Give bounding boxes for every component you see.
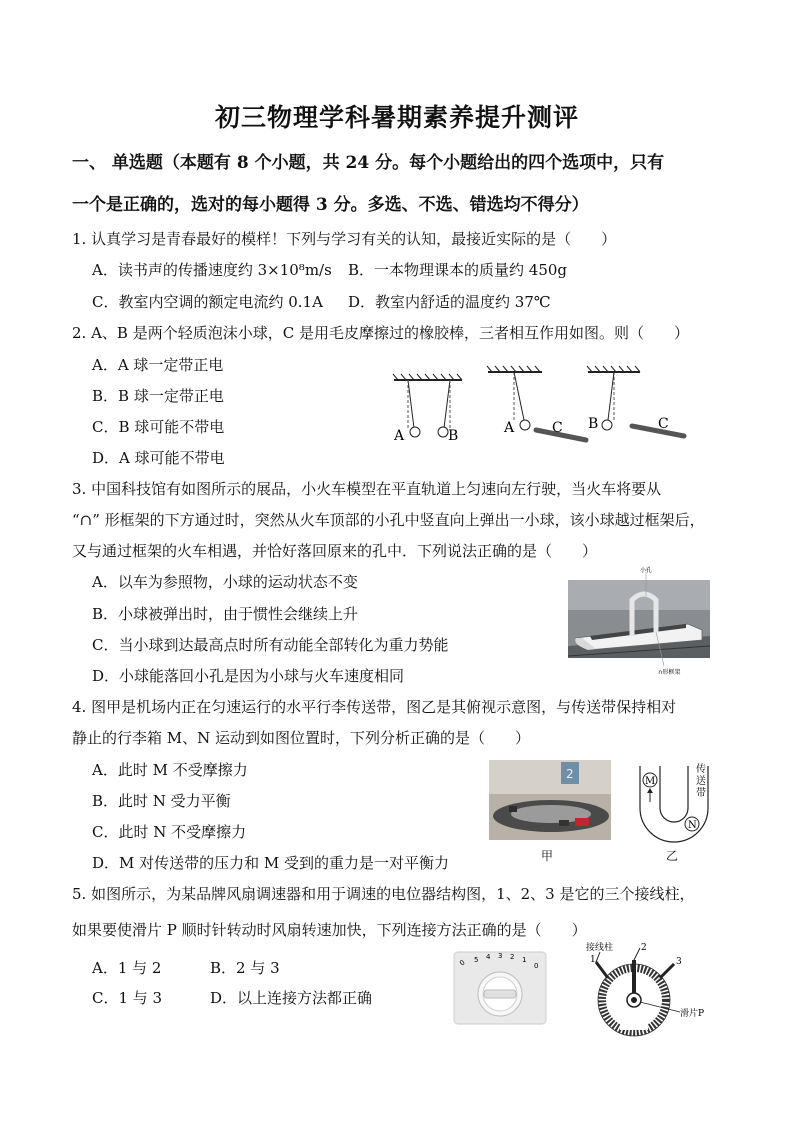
q3-stem-line2: “∩” 形框架的下方通过时，突然从火车顶部的小孔中竖直向上弹出一小球，该小球越过框架后， — [72, 511, 705, 529]
q3-option-d: D．小球能落回小孔是因为小球与火车速度相同 — [92, 667, 405, 685]
q2-option-d: D．A 球可能不带电 — [92, 449, 225, 467]
q1-option-a: A．读书声的传播速度约 3×10⁸m/s — [92, 261, 332, 279]
q3-stem-line3: 又与通过框架的火车相遇，并恰好落回原来的孔中．下列说法正确的是（ ） — [72, 542, 598, 560]
label-a: A — [394, 428, 405, 444]
q1-option-b: B．一本物理课本的质量约 450g — [348, 261, 568, 279]
dial-mark-0b: 0 — [534, 962, 539, 970]
q5-knob-photo — [454, 952, 546, 1024]
sign-number: 2 — [566, 767, 574, 781]
q4-belt-schematic — [636, 762, 716, 844]
dial-mark-5: 5 — [474, 956, 479, 964]
ball-a-2 — [520, 420, 530, 430]
q2-option-c: C．B 球可能不带电 — [92, 418, 225, 436]
label-slider: 滑片P — [680, 1009, 705, 1019]
q3-option-b: B．小球被弹出时，由于惯性会继续上升 — [92, 605, 359, 623]
q2-stem: 2. A、B 是两个轻质泡沫小球，C 是用毛皮摩擦过的橡胶棒，三者相互作用如图。则（ ） — [72, 324, 689, 342]
hatched-ceiling-3 — [587, 366, 640, 372]
q3-train-photo — [568, 566, 710, 676]
q4-option-a: A．此时 M 不受摩擦力 — [92, 761, 248, 779]
arrow-up-icon — [647, 788, 653, 793]
label-hole: 小孔 — [640, 567, 653, 574]
q5-option-a: A．1 与 2 — [92, 959, 162, 977]
q1-stem: 1. 认真学习是青春最好的模样！下列与学习有关的认知，最接近实际的是（ ） — [72, 230, 617, 248]
section-header-line1: 一、 单选题（本题有 8 个小题，共 24 分。每个小题给出的四个选项中，只有 — [72, 153, 665, 173]
section-header-line2: 一个是正确的，选对的每小题得 3 分。多选、不选、错选均不得分） — [72, 195, 589, 215]
label-frame: ∩形框架 — [658, 669, 681, 676]
ball-b — [438, 427, 448, 437]
dial-mark-1: 1 — [522, 956, 527, 964]
dial-mark-0a: 0 — [458, 958, 467, 968]
ball-b-2 — [602, 420, 612, 430]
q3-option-a: A．以车为参照物，小球的运动状态不变 — [92, 573, 358, 591]
q1-option-c: C．教室内空调的额定电流约 0.1A — [92, 293, 323, 311]
page-title: 初三物理学科暑期素养提升测评 — [214, 103, 579, 132]
label-terminal: 接线柱 — [586, 943, 614, 953]
q5-stem-line1: 5. 如图所示，为某品牌风扇调速器和用于调速的电位器结构图，1、2、3 是它的三个接线柱， — [72, 885, 695, 903]
label-t3: 3 — [676, 957, 682, 967]
label-c: C — [552, 420, 563, 436]
q2-option-a: A．A 球一定带正电 — [92, 356, 224, 374]
q4-option-c: C．此时 N 不受摩擦力 — [92, 823, 247, 841]
hatched-ceiling-1 — [393, 374, 462, 380]
label-b-2: B — [588, 416, 599, 432]
label-jia: 甲 — [541, 849, 554, 863]
q2-option-b: B．B 球一定带正电 — [92, 387, 224, 405]
q5-option-d: D．以上连接方法都正确 — [210, 989, 373, 1007]
q1-option-d: D．教室内舒适的温度约 37℃ — [348, 293, 551, 311]
dial-mark-4: 4 — [486, 953, 491, 961]
label-m: M — [645, 776, 656, 787]
q3-option-c: C．当小球到达最高点时所有动能全部转化为重力势能 — [92, 636, 449, 654]
label-yi: 乙 — [666, 849, 679, 863]
q4-option-b: B．此时 N 受力平衡 — [92, 792, 231, 810]
label-belt-1: 传 — [696, 764, 706, 775]
label-t2: 2 — [641, 943, 647, 953]
label-a-2: A — [504, 420, 515, 436]
q2-figure — [390, 368, 700, 448]
label-c-2: C — [658, 416, 669, 432]
q5-option-c: C．1 与 3 — [92, 989, 163, 1007]
label-b: B — [448, 428, 459, 444]
q4-stem-line1: 4. 图甲是机场内正在匀速运行的水平行李传送带，图乙是其俯视示意图，与传送带保持相对 — [72, 698, 677, 716]
label-belt-3: 带 — [696, 788, 706, 799]
q5-option-b: B．2 与 3 — [210, 959, 280, 977]
q3-stem-line1: 3. 中国科技馆有如图所示的展品，小火车模型在平直轨道上匀速向左行驶，当火车将要从 — [72, 480, 662, 498]
label-n: N — [688, 820, 697, 831]
q5-potentiometer-diagram — [584, 940, 714, 1032]
hatched-ceiling-2 — [487, 366, 542, 372]
q4-baggage-photo — [489, 760, 611, 840]
label-t1: 1 — [590, 955, 596, 965]
q4-stem-line2: 静止的行李箱 M、N 运动到如图位置时，下列分析正确的是（ ） — [72, 729, 531, 747]
dial-mark-2: 2 — [510, 953, 515, 961]
q4-option-d: D．M 对传送带的压力和 M 受到的重力是一对平衡力 — [92, 854, 450, 872]
q5-stem-line2: 如果要使滑片 P 顺时针转动时风扇转速加快，下列连接方法正确的是（ ） — [72, 921, 587, 939]
label-belt-2: 送 — [696, 776, 706, 787]
ball-a — [410, 427, 420, 437]
dial-mark-3: 3 — [498, 952, 503, 960]
